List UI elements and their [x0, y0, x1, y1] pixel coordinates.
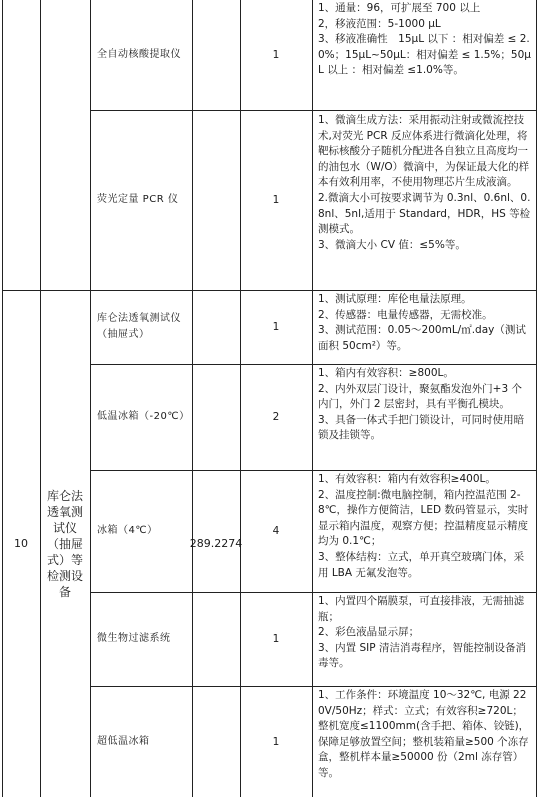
item-name-cell [97, 470, 189, 592]
item-name: 微生物过滤系统 [97, 633, 171, 644]
price-cell [189, 290, 243, 797]
item-name-cell [97, 686, 189, 797]
quantity-cell [240, 470, 312, 592]
item-name: 库仑法透氧测试仪（抽屉式） [97, 313, 181, 340]
spec-line: 3、整体结构：立式，单开真空玻璃门体，采用 LBA 无氟发泡等。 [318, 550, 525, 579]
table-col-divider [90, 0, 91, 797]
item-name-cell [97, 110, 189, 290]
spec-cell [312, 688, 536, 782]
quantity-cell [240, 686, 312, 797]
quantity: 1 [272, 321, 280, 333]
quantity-cell [240, 0, 312, 110]
serial-number-cell [2, 290, 40, 797]
spec-line: 2、传感器：电量传感器，无需校准。 [318, 308, 493, 321]
device-name: 库仑法透氧测试仪（抽屉式）等检测设备 [46, 488, 83, 599]
spec-line: 3、内置 SIP 清洁消毒程序，智能控制设备消毒等。 [318, 641, 526, 670]
item-name-cell [97, 364, 189, 470]
serial-number: 10 [14, 537, 28, 550]
quantity-cell [240, 364, 312, 470]
spec-line: 3、具备一体式手把门锁设计，可同时使用暗锁及挂锁等。 [318, 413, 525, 442]
item-name: 超低温冰箱 [97, 735, 150, 747]
spec-line: 3、测试范围：0.05～200mL/㎡.day（测试面积 50cm²）等。 [318, 324, 526, 352]
spec-line: 2，移液范围：5-1000 μL [318, 17, 441, 30]
spec-line: 2、彩色液晶显示屏； [318, 626, 420, 639]
spec-cell [312, 366, 536, 444]
spec-cell [312, 113, 536, 253]
item-name: 荧光定量 PCR 仪 [97, 194, 179, 205]
spec-line: 3、移液准确性 15μL 以下 ：相对偏差 ≤ 2.0%；15μL~50μL：相对偏差 ≤ 1.5%；50μL 以上 ：相对偏差 ≤1.0%等。 [318, 33, 531, 77]
item-name-cell [97, 290, 189, 364]
spec-line: 3、微滴大小 CV 值：≤5%等。 [318, 238, 466, 251]
spec-line: 1、测试原理：库伦电量法原理。 [318, 293, 472, 305]
quantity: 1 [272, 49, 280, 61]
item-name-cell [97, 0, 189, 110]
spec-cell [312, 1, 536, 79]
spec-cell [312, 472, 536, 581]
table-border-right [536, 0, 537, 797]
spec-cell [312, 292, 536, 354]
device-name-cell [44, 290, 86, 797]
spec-cell [312, 594, 536, 672]
spec-line: 1、内置四个隔膜泵，可直接排液，无需抽滤瓶； [318, 595, 525, 623]
quantity-cell [240, 592, 312, 686]
spec-line: 2、内外双层门设计，聚氨酯发泡外门+3 个内门，外门 2 层密封，具有平衡孔模块。 [318, 382, 522, 411]
quantity: 2 [272, 411, 280, 423]
table-col-divider [40, 0, 41, 797]
spec-line: 2、温度控制:微电脑控制，箱内控温范围 2-8℃，操作方便简洁，LED 数码管显示，实时显示箱内温度，观察方便；控温精度显示精度均为 0.1℃； [318, 488, 529, 548]
spec-line: 2.微滴大小可按要求调节为 0.3nl、0.6nl、0.8nl、5nl,适用于 Standard，HDR，HS 等检测模式。 [318, 191, 531, 236]
price: 289.2274 [189, 537, 243, 550]
quantity: 1 [272, 735, 280, 748]
item-name: 低温冰箱（-20℃） [97, 411, 190, 422]
spec-line: 1、微滴生成方法：采用振动注射或微流控技术,对荧光 PCR 反应体系进行微滴化处理，将靶标核酸分子随机分配进各自独立且高度均一的油包水（W/O）微滴中，为保证最大化的样本有效利用率，不使用物理芯片生成液滴。 [318, 114, 530, 189]
spec-line: 1、有效容积：箱内有效容积≥400L。 [318, 473, 496, 485]
spec-line: 1、通量：96，可扩展至 700 以上 [318, 2, 481, 14]
item-name-cell [97, 592, 189, 686]
quantity-cell [240, 110, 312, 290]
quantity-cell [240, 290, 312, 364]
item-name: 冰箱（4℃） [97, 525, 158, 536]
spec-line: 1、工作条件：环境温度 10～32℃, 电源 220V/50Hz；样式：立式；有效容积≥720L；整机宽度≤1100mm(含手把、箱体、铰链)，保障足够放置空间；整机装箱量≥500 个冻存盒，整机样本量≥50000 份（2ml 冻存管）等。 [318, 689, 530, 779]
quantity: 1 [272, 194, 280, 206]
item-name: 全自动核酸提取仪 [97, 49, 181, 60]
quantity: 1 [272, 633, 280, 645]
quantity: 4 [272, 525, 280, 537]
spec-line: 1、箱内有效容积：≥800L。 [318, 367, 454, 379]
